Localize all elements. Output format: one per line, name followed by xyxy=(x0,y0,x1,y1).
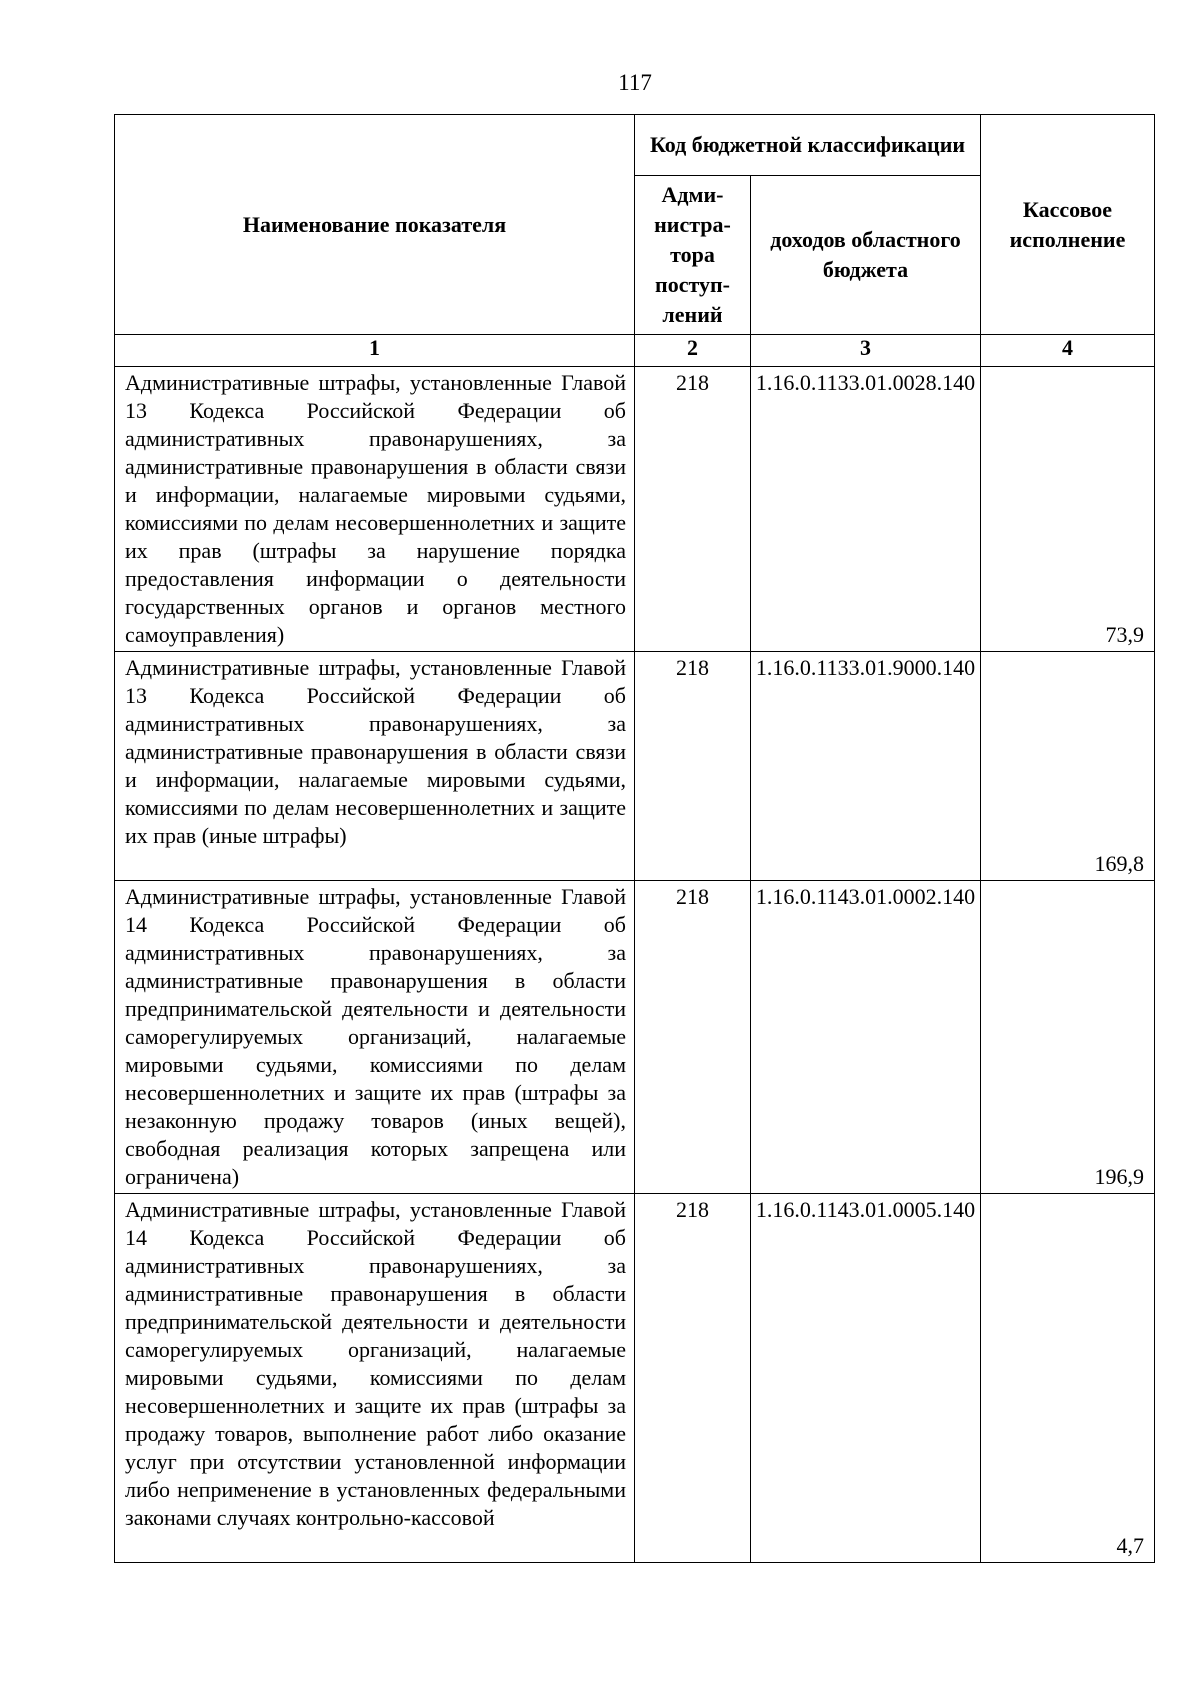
admin-code: 218 xyxy=(635,881,751,1194)
header-name: Наименование показателя xyxy=(115,115,635,335)
budget-table xyxy=(114,114,1155,1563)
admin-code: 218 xyxy=(635,652,751,881)
column-number: 2 xyxy=(635,335,751,367)
header-cash: Кассовое исполнение xyxy=(981,115,1155,335)
income-code: 1.16.0.1133.01.0028.140 xyxy=(751,367,981,652)
cash-value: 73,9 xyxy=(981,367,1155,652)
indicator-name: Административные штрафы, установленные Главой 14 Кодекса Российской Федерации об административных правонарушениях, за административные правонарушения в области предпринимательской деятельности и деятельности саморегулируемых организаций, налагаемые мировыми судьями, комиссиями по делам несовершеннолетних и защите их прав (штрафы за незаконную продажу товаров (иных вещей), свободная реализация которых запрещена или ограничена) xyxy=(115,881,635,1194)
column-number: 3 xyxy=(751,335,981,367)
admin-code: 218 xyxy=(635,1194,751,1563)
column-number: 1 xyxy=(115,335,635,367)
cash-value: 169,8 xyxy=(981,652,1155,881)
table-row xyxy=(115,367,1155,652)
table-row xyxy=(115,1194,1155,1563)
income-code: 1.16.0.1143.01.0005.140 xyxy=(751,1194,981,1563)
cash-value: 4,7 xyxy=(981,1194,1155,1563)
header-admin: Адми-нистра-тора поступ-лений xyxy=(635,176,751,335)
indicator-name: Административные штрафы, установленные Главой 13 Кодекса Российской Федерации об административных правонарушениях, за административные правонарушения в области связи и информации, налагаемые мировыми судьями, комиссиями по делам несовершеннолетних и защите их прав (иные штрафы) xyxy=(115,652,635,881)
income-code: 1.16.0.1143.01.0002.140 xyxy=(751,881,981,1194)
cash-value: 196,9 xyxy=(981,881,1155,1194)
income-code: 1.16.0.1133.01.9000.140 xyxy=(751,652,981,881)
column-numbers-row xyxy=(115,335,1155,367)
column-number: 4 xyxy=(981,335,1155,367)
header-code-group: Код бюджетной классификации xyxy=(635,115,981,176)
indicator-name: Административные штрафы, установленные Главой 13 Кодекса Российской Федерации об административных правонарушениях, за административные правонарушения в области связи и информации, налагаемые мировыми судьями, комиссиями по делам несовершеннолетних и защите их прав (штрафы за нарушение порядка предоставления информации о деятельности государственных органов и органов местного самоуправления) xyxy=(115,367,635,652)
indicator-name: Административные штрафы, установленные Главой 14 Кодекса Российской Федерации об административных правонарушениях, за административные правонарушения в области предпринимательской деятельности и деятельности саморегулируемых организаций, налагаемые мировыми судьями, комиссиями по делам несовершеннолетних и защите их прав (штрафы за продажу товаров, выполнение работ либо оказание услуг при отсутствии установленной информации либо неприменение в установленных федеральными законами случаях контрольно-кассовой xyxy=(115,1194,635,1563)
page-number: 117 xyxy=(618,70,652,95)
header-row xyxy=(115,115,1155,176)
table-row xyxy=(115,652,1155,881)
header-income: доходов областного бюджета xyxy=(751,176,981,335)
table-row xyxy=(115,881,1155,1194)
admin-code: 218 xyxy=(635,367,751,652)
